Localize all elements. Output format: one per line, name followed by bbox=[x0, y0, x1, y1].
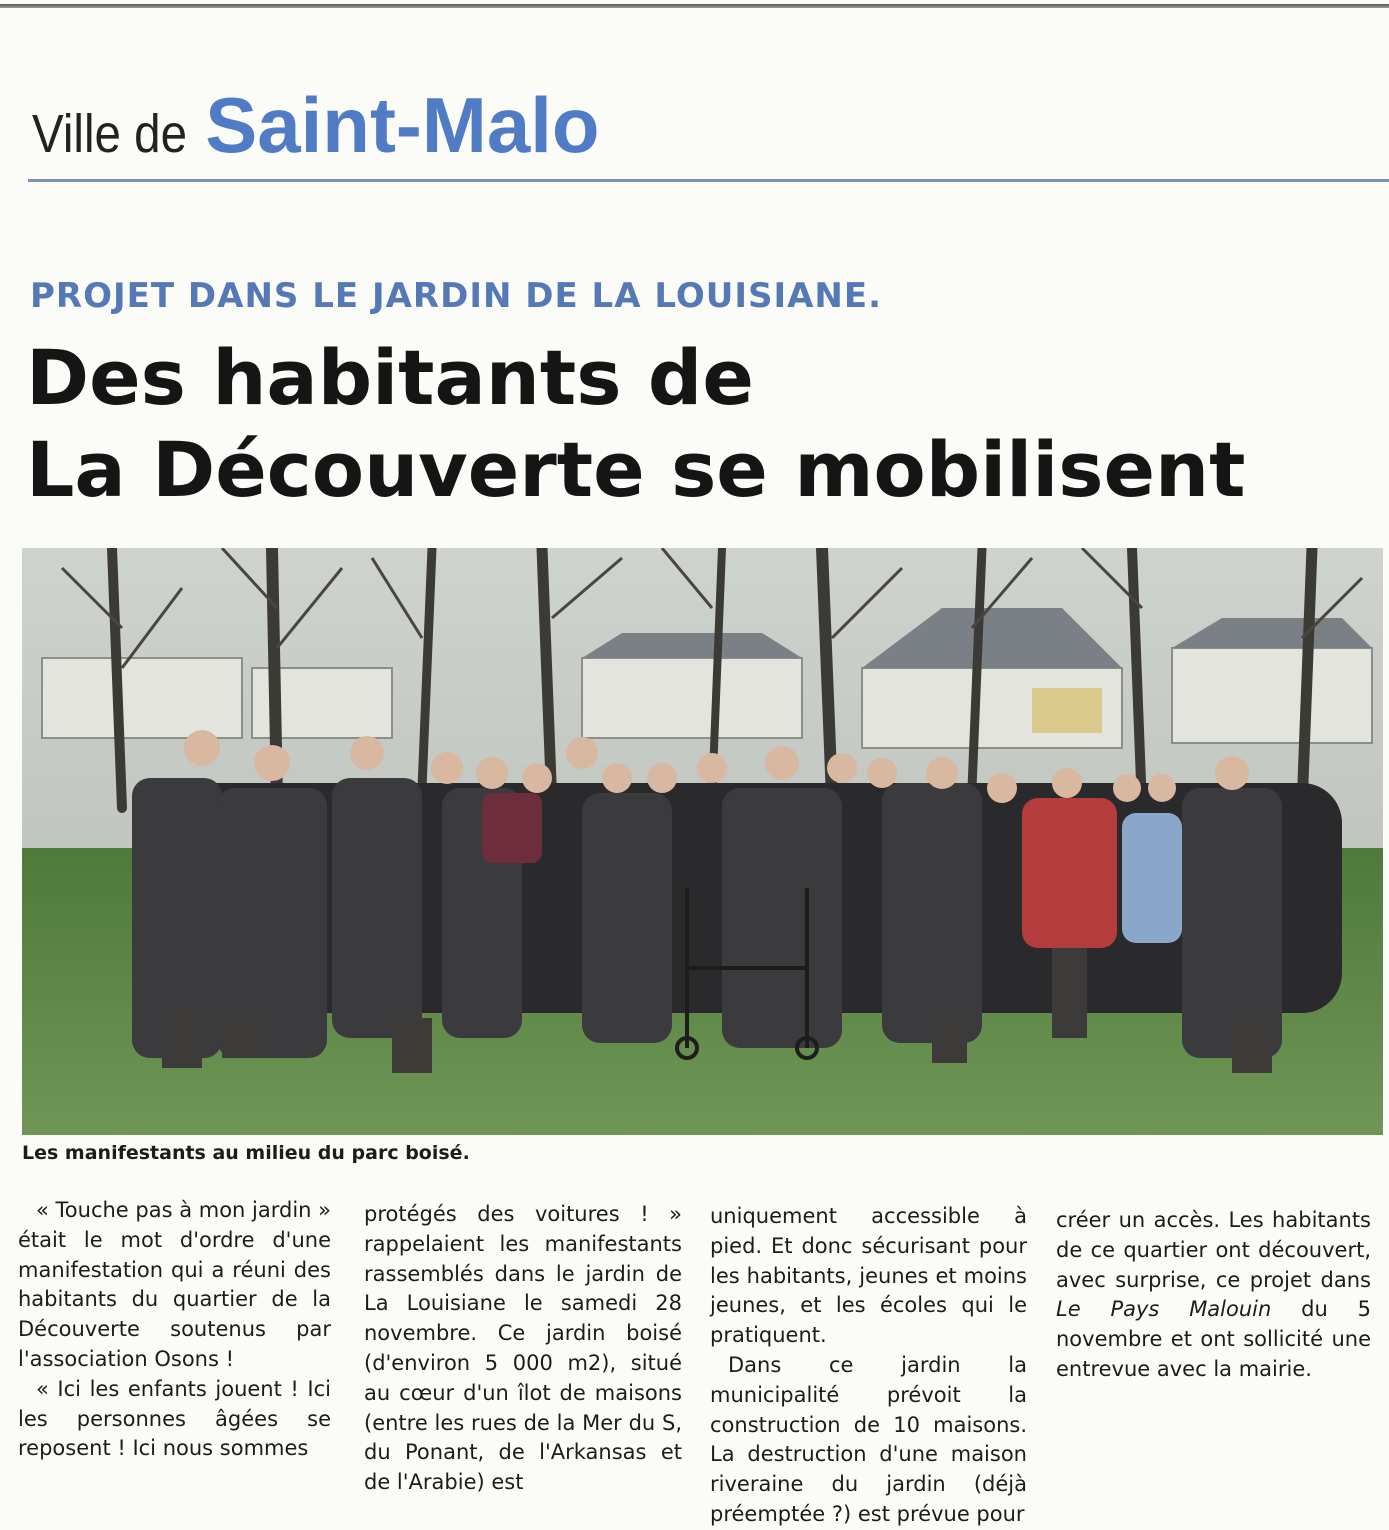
article-kicker: PROJET DANS LE JARDIN DE LA LOUISIANE. bbox=[30, 276, 883, 316]
article-column-3 bbox=[710, 1202, 1027, 1530]
newspaper-name: Le Pays Malouin bbox=[1056, 1297, 1272, 1322]
headline-line-1: Des habitants de bbox=[26, 333, 754, 422]
page-top-rule bbox=[0, 4, 1389, 8]
paragraph: « Touche pas à mon jardin » était le mot d'ordre d'une manifestation qui a réuni des habitants du quartier de la Découverte soutenus par l'association Osons ! bbox=[18, 1198, 332, 1371]
masthead-city: Saint-Malo bbox=[205, 81, 600, 169]
article-photo bbox=[22, 548, 1383, 1135]
article-column-2 bbox=[364, 1200, 682, 1498]
paragraph: uniquement accessible à pied. Et donc sécurisant pour les habitants, jeunes et moins jeunes, et les écoles qui le pratiquent. bbox=[710, 1204, 1027, 1348]
masthead-prefix: Ville de bbox=[32, 104, 188, 164]
paragraph-text: créer un accès. Les habitants de ce quartier ont découvert, avec surprise, ce projet dans bbox=[1056, 1208, 1371, 1292]
paragraph-text: du 5 novembre et ont sollicité une entrevue avec la mairie. bbox=[1056, 1297, 1371, 1381]
paragraph: Dans ce jardin la municipalité prévoit la construction de 10 maisons. La destruction d'une maison riveraine du jardin (déjà préemptée ?) est prévue pour bbox=[710, 1352, 1027, 1526]
article-column-4 bbox=[1056, 1206, 1371, 1385]
masthead bbox=[32, 80, 1372, 180]
paragraph: « Ici les enfants jouent ! Ici les personnes âgées se reposent ! Ici nous sommes bbox=[18, 1376, 331, 1461]
paragraph: protégés des voitures ! » rappelaient les manifestants rassemblés dans le jardin de La Louisiane le samedi 28 novembre. Ce jardin boisé (d'environ 5 000 m2), situé au cœur d'un îlot de maisons (entre les rues de la Mer du S, du Ponant, de l'Arkansas et de l'Arabie) est bbox=[364, 1202, 682, 1495]
article-headline bbox=[26, 332, 1366, 516]
paragraph bbox=[1056, 1206, 1371, 1385]
masthead-rule bbox=[28, 179, 1389, 182]
article-column-1 bbox=[18, 1196, 331, 1464]
protesters-group-photo bbox=[22, 548, 1383, 1135]
photo-caption: Les manifestants au milieu du parc boisé. bbox=[22, 1142, 470, 1164]
headline-line-2: La Découverte se mobilisent bbox=[26, 425, 1246, 514]
